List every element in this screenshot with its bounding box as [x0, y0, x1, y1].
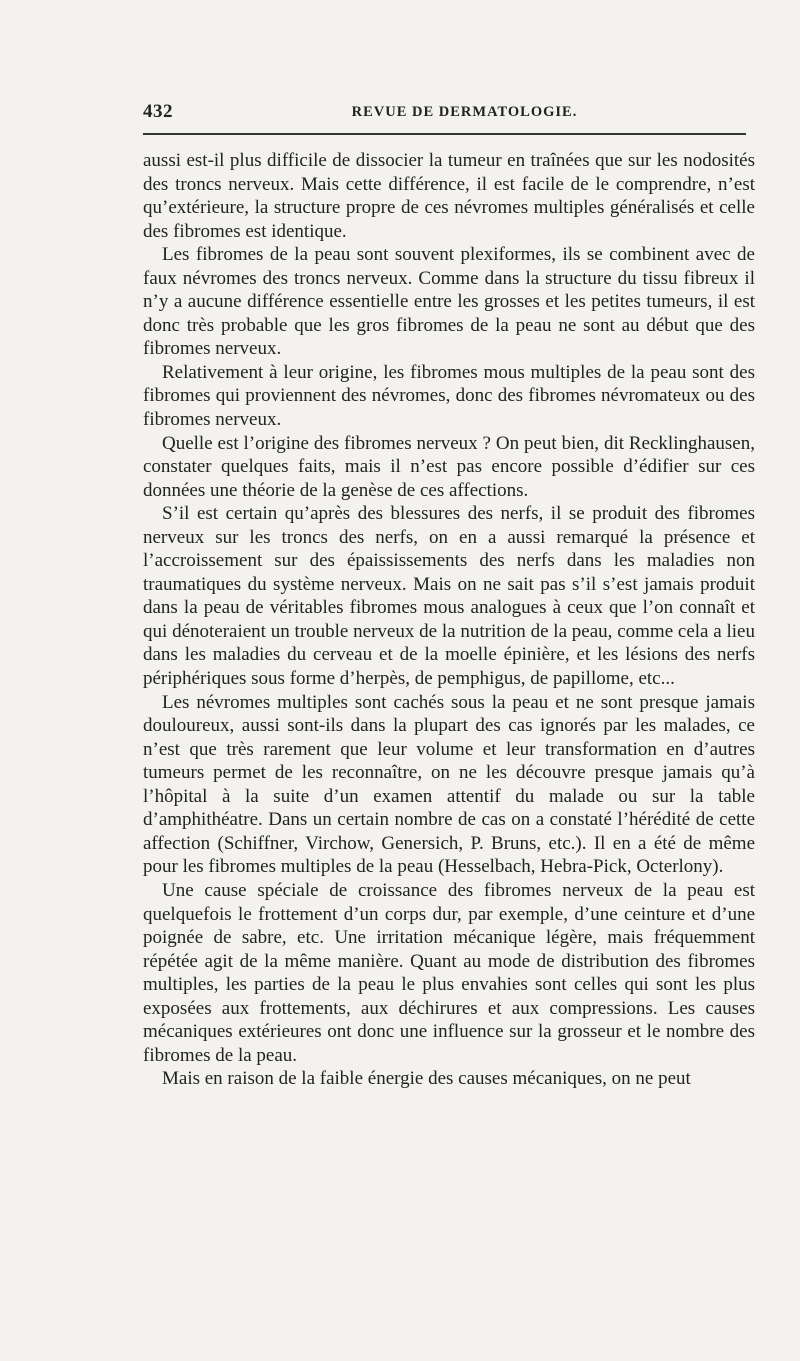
paragraph: aussi est-il plus difficile de dissocier la tumeur en traînées que sur les nodosités des troncs nerveux. Mais cette différence, il est facile de le comprendre, n’est qu’extérieure, la structure propre de ces névromes multiples généralisés et celle des fibromes est identique. — [143, 150, 755, 242]
paragraph: Quelle est l’origine des fibromes nerveux ? On peut bien, dit Recklinghausen, constater quelques faits, mais il n’est pas encore possible d’édifier sur ces données une théorie de la genèse de ces affections. — [143, 432, 755, 501]
paragraph: Relativement à leur origine, les fibromes mous multiples de la peau sont des fibromes qui proviennent des névromes, donc des fibromes névromateux ou des fibromes nerveux. — [143, 361, 755, 431]
running-title: REVUE DE DERMATOLOGIE. — [351, 104, 578, 120]
paragraph: Les fibromes de la peau sont souvent plexiformes, ils se combinent avec de faux névromes des troncs nerveux. Comme dans la structure du tissu fibreux il n’y a aucune différence essentielle entre les grosses et les petites tumeurs, il est donc très probable que les gros fibromes de la peau ne sont au début que des fibromes nerveux. — [143, 244, 755, 360]
paragraph: Une cause spéciale de croissance des fibromes nerveux de la peau est quelquefois le frottement d’un corps dur, par exemple, d’une ceinture et d’une poignée de sabre, etc. Une irritation mécanique légère, mais fréquemment répétée agit de la même manière. Quant au mode de distribution des fibromes multiples, les parties de la peau le plus envahies sont celles qui sont les plus exposées aux frottements, aux déchirures et aux compressions. Les causes mécaniques extérieures ont donc une influence sur la grosseur et le nombre des fibromes de la peau. — [143, 879, 755, 1066]
paragraph: S’il est certain qu’après des blessures des nerfs, il se produit des fibromes nerveux sur les troncs des nerfs, on en a aussi remarqué la présence et l’accroissement sur des épaississements des nerfs dans les maladies non traumatiques du système nerveux. Mais on ne sait pas s’il s’est jamais produit dans la peau de véritables fibromes mous analogues à ceux que l’on connaît et qui dénoteraient un trouble nerveux de la nutrition de la peau, comme cela a lieu dans les maladies du cerveau et de la moelle épinière, et les lésions des nerfs périphériques sous forme d’herpès, de pemphigus, de papillome, etc... — [143, 503, 755, 690]
paragraph: Mais en raison de la faible énergie des causes mécaniques, on ne peut — [162, 1068, 691, 1090]
header-rule — [143, 133, 746, 135]
page-header — [143, 101, 746, 129]
body-text — [143, 149, 755, 1091]
paragraph: Les névromes multiples sont cachés sous la peau et ne sont presque jamais douloureux, aussi sont-ils dans la plupart des cas ignorés par les malades, ce n’est que très rarement que leur volume et leur transformation en d’autres tumeurs permet de les reconnaître, on ne les découvre presque jamais qu’à l’hôpital à la suite d’un examen attentif du malade ou sur la table d’amphithéatre. Dans un certain nombre de cas on a constaté l’hérédité de cette affection (Schiffner, Virchow, Genersich, P. Bruns, etc.). Il en a été de même pour les fibromes multiples de la peau (Hesselbach, Hebra-Pick, Octerlony). — [143, 691, 755, 878]
page-number: 432 — [143, 101, 173, 122]
